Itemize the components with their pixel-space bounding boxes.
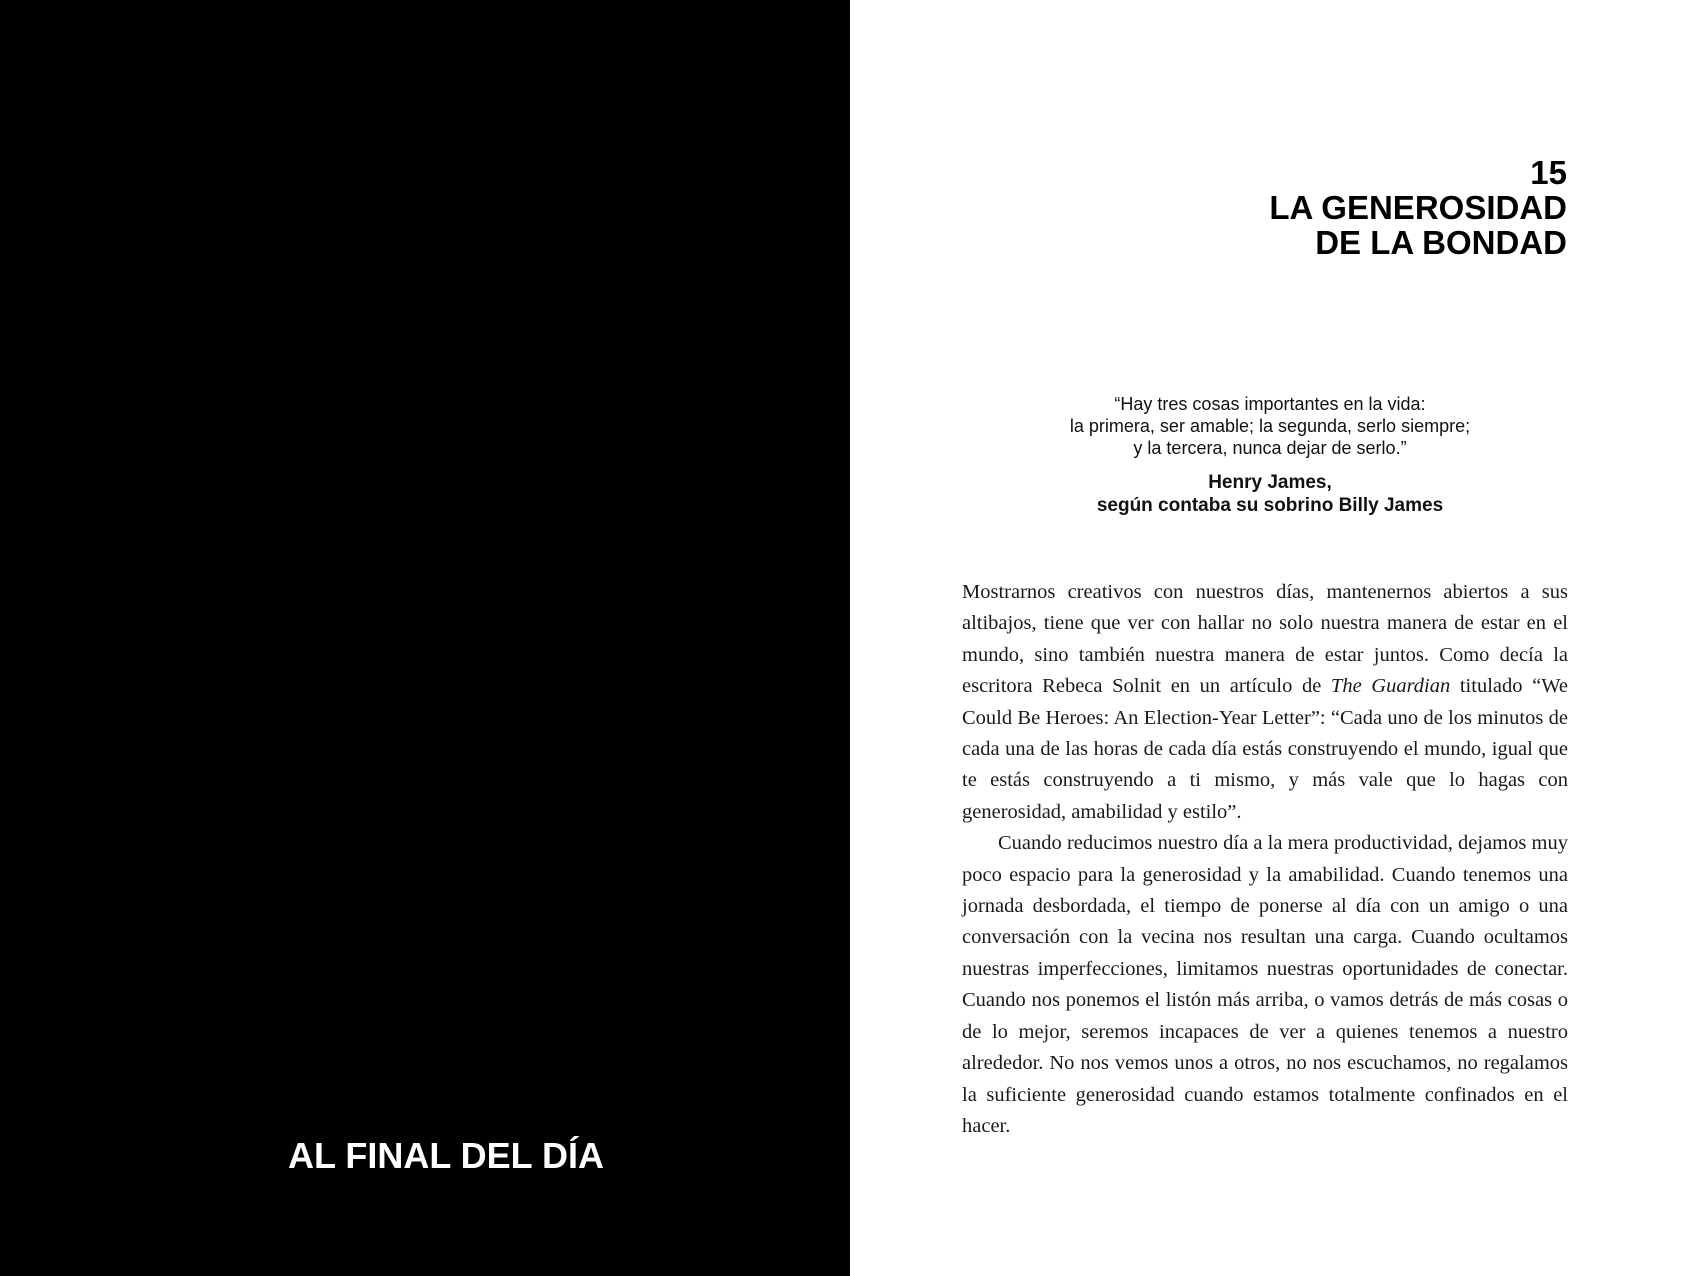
epigraph-quote <box>985 393 1555 459</box>
epigraph-quote-line-3: y la tercera, nunca dejar de serlo.” <box>1133 438 1407 458</box>
chapter-title-line-2: DE LA BONDAD <box>1315 224 1567 261</box>
epigraph-source: según contaba su sobrino Billy James <box>1096 495 1444 516</box>
epigraph <box>985 393 1555 517</box>
chapter-heading <box>1269 155 1567 260</box>
paragraph-1-part-1: Mostrarnos creativos con nuestros días, mantenernos abiertos a sus altibajos, tiene que ver con hallar no solo nuestra manera de estar en el mundo, sino también nuestra manera de estar juntos. Como decía la escritora Rebeca Solnit en un artículo de <box>962 581 1568 698</box>
body-text <box>962 577 1568 1142</box>
chapter-number: 15 <box>1530 154 1567 191</box>
publication-title: The Guardian <box>1330 675 1451 698</box>
chapter-title-line-1: LA GENEROSIDAD <box>1269 189 1567 226</box>
epigraph-quote-line-1: “Hay tres cosas importantes en la vida: <box>1114 394 1426 414</box>
paragraph-2: Cuando reducimos nuestro día a la mera productividad, dejamos muy poco espacio para la generosidad y la amabilidad. Cuando tenemos una jornada desbordada, el tiempo de ponerse al día con un amigo o una conversación con la vecina nos resultan una carga. Cuando ocultamos nuestras imperfecciones, limitamos nuestras oportunidades de conectar. Cuando nos ponemos el listón más arriba, o vamos detrás de más cosas o de lo mejor, seremos incapaces de ver a quienes tenemos a nuestro alrededor. No nos vemos unos a otros, no nos escuchamos, no regalamos la suficiente generosidad cuando estamos totalmente confinados en el hacer. <box>962 832 1568 1137</box>
epigraph-quote-line-2: la primera, ser amable; la segunda, serlo siempre; <box>1069 416 1471 436</box>
right-page <box>850 0 1689 1276</box>
epigraph-attribution <box>985 471 1555 517</box>
paragraph-1-part-2: titulado “We Could Be Heroes: An Election-Year Letter”: “Cada uno de los minutos de cada una de las horas de cada día estás construyendo el mundo, igual que te estás construyendo a ti mismo, y más vale que lo hagas con generosidad, amabilidad y estilo”. <box>962 675 1568 823</box>
paragraph-1 <box>962 577 1568 828</box>
epigraph-author: Henry James, <box>1208 472 1332 493</box>
section-title: AL FINAL DEL DÍA <box>287 1135 605 1176</box>
